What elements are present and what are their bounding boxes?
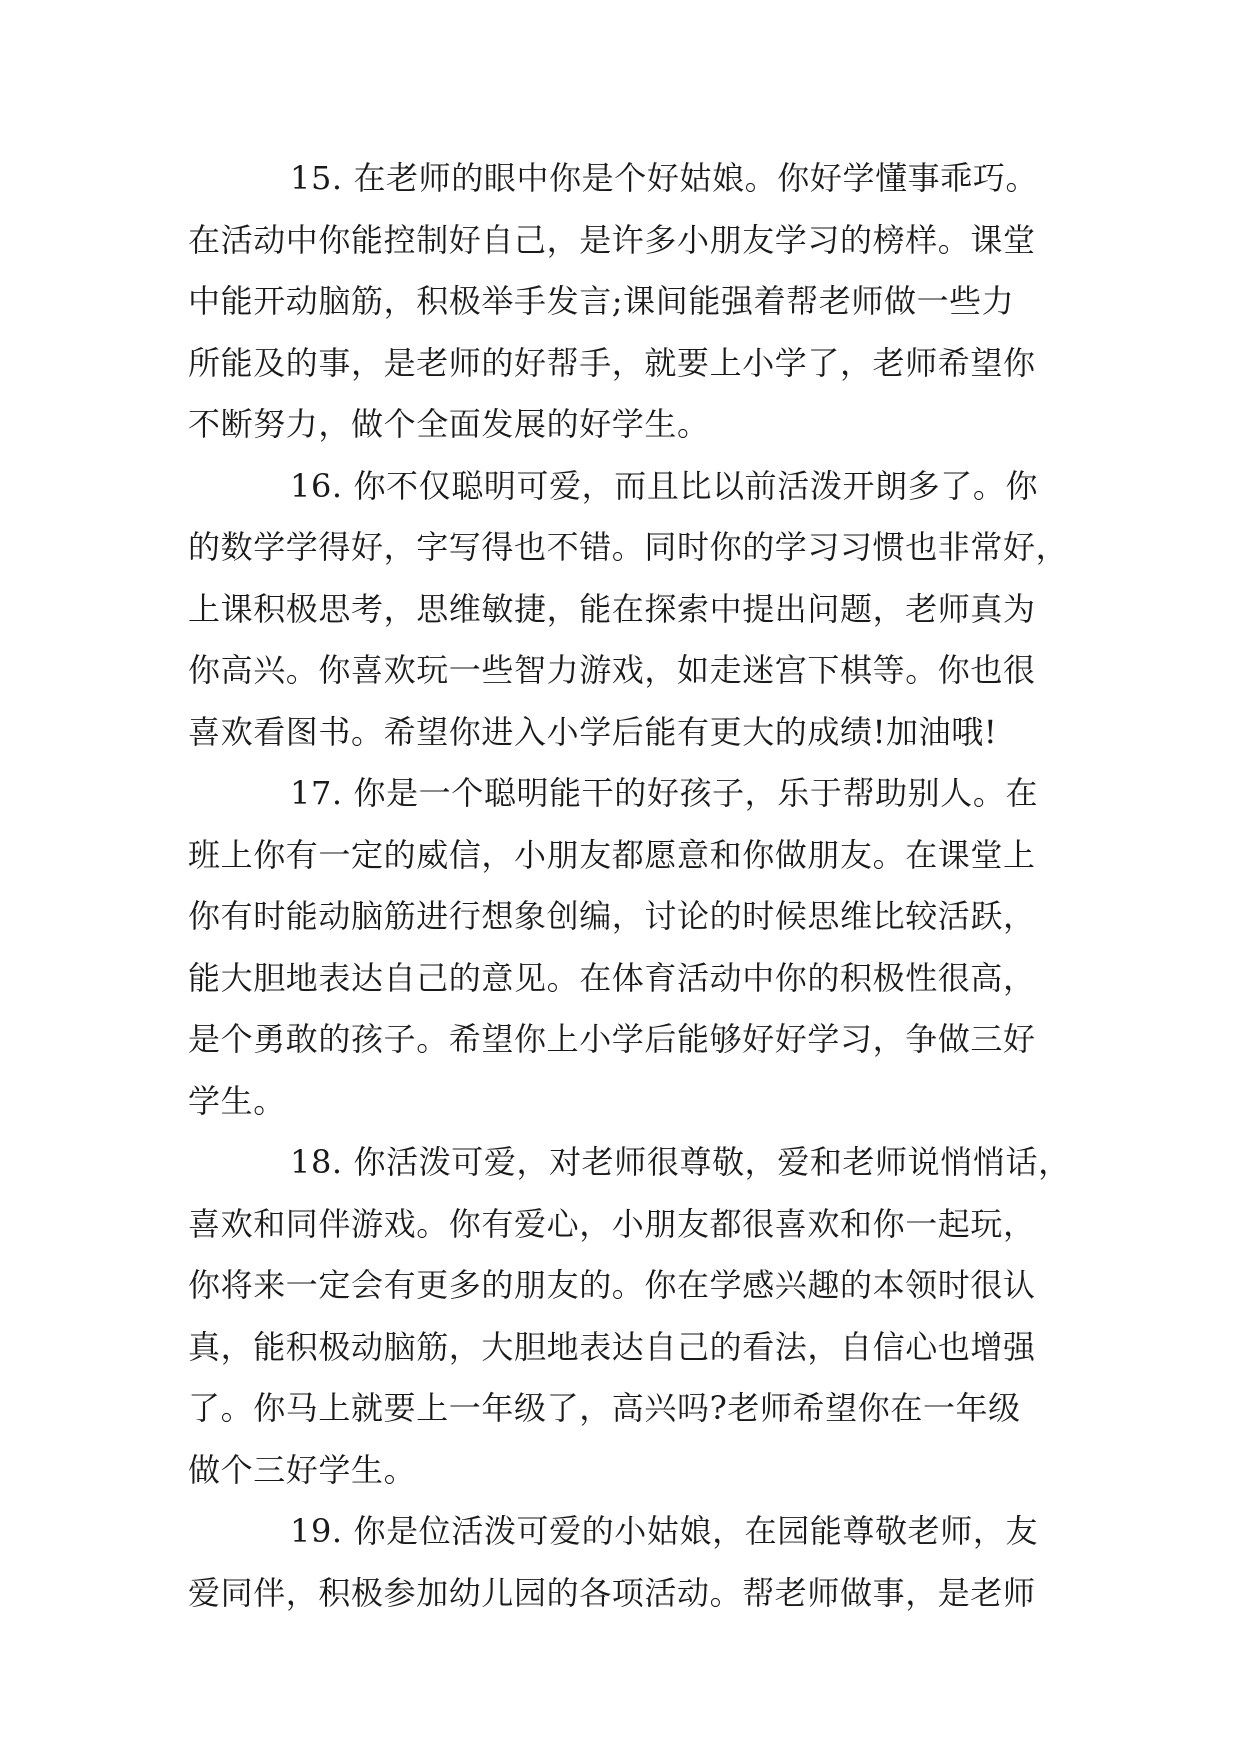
text-line: 在活动中你能控制好自己，是许多小朋友学习的榜样。课堂 [188, 220, 1036, 259]
text-line: 班上你有一定的威信，小朋友都愿意和你做朋友。在课堂上 [188, 835, 1036, 874]
text-line: 17. 你是一个聪明能干的好孩子，乐于帮助别人。在 [290, 774, 1039, 812]
text-line: 上课积极思考，思维敏捷，能在探索中提出问题，老师真为 [188, 589, 1036, 628]
text-line: 喜欢和同伴游戏。你有爱心，小朋友都很喜欢和你一起玩， [188, 1204, 1036, 1243]
paragraph-18 [188, 1132, 1071, 1501]
text-line: 是个勇敢的孩子。希望你上小学后能够好好学习，争做三好 [188, 1020, 1036, 1058]
text-line: 的数学学得好，字写得也不错。同时你的学习习惯也非常好， [188, 528, 1069, 566]
text-line: 学生。 [188, 1081, 286, 1120]
text-line: 了。你马上就要上一年级了，高兴吗?老师希望你在一年级 [188, 1389, 1021, 1427]
document-page [188, 148, 1071, 1624]
text-line: 16. 你不仅聪明可爱，而且比以前活泼开朗多了。你 [290, 466, 1039, 505]
text-line: 真，能积极动脑筋，大胆地表达自己的看法，自信心也增强 [188, 1327, 1036, 1366]
text-line: 所能及的事，是老师的好帮手，就要上小学了，老师希望你 [188, 343, 1036, 382]
text-line: 喜欢看图书。希望你进入小学后能有更大的成绩!加油哦! [188, 712, 998, 751]
paragraph-19 [188, 1501, 1056, 1624]
paragraph-16 [188, 456, 1069, 764]
text-line: 15. 在老师的眼中你是个好姑娘。你好学懂事乖巧。 [290, 159, 1039, 197]
text-line: 不断努力，做个全面发展的好学生。 [188, 405, 710, 443]
text-line: 你有时能动脑筋进行想象创编，讨论的时候思维比较活跃， [188, 897, 1036, 935]
text-line: 你高兴。你喜欢玩一些智力游戏，如走迷宫下棋等。你也很 [188, 651, 1036, 689]
text-line: 能大胆地表达自己的意见。在体育活动中你的积极性很高， [188, 958, 1036, 997]
text-line: 你将来一定会有更多的朋友的。你在学感兴趣的本领时很认 [188, 1266, 1036, 1304]
text-line: 18. 你活泼可爱，对老师很尊敬，爱和老师说悄悄话， [290, 1143, 1071, 1181]
paragraph-17 [188, 763, 1056, 1132]
paragraph-15 [188, 148, 1056, 456]
text-line: 19. 你是位活泼可爱的小姑娘，在园能尊敬老师，友 [290, 1512, 1039, 1550]
text-line: 爱同伴，积极参加幼儿园的各项活动。帮老师做事，是老师 [188, 1573, 1036, 1612]
text-line: 中能开动脑筋，积极举手发言;课间能强着帮老师做一些力 [188, 282, 1015, 320]
text-line: 做个三好学生。 [188, 1450, 417, 1489]
